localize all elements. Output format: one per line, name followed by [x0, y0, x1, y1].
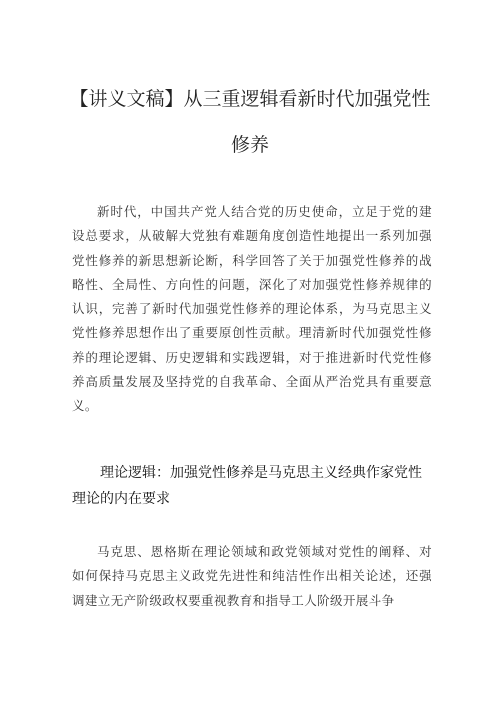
document-title-line2: 修养 — [230, 134, 269, 156]
document-title-line1: 【讲义文稿】从三重逻辑看新时代加强党性 — [69, 88, 431, 110]
section-heading: 理论逻辑：加强党性修养是马克思主义经典作家党性理论的内在要求 — [72, 465, 422, 507]
body-paragraph: 马克思、恩格斯在理论领域和政党领域对党性的阐释、对如何保持马克思主义政党先进性和纯洁性作出相关论述，还强调建立无产阶级政权要重视教育和指导工人阶级开展斗争 — [72, 544, 432, 608]
intro-paragraph: 新时代，中国共产党人结合党的历史使命，立足于党的建设总要求，从破解大党独有难题角度创造性地提出一系列加强党性修养的新思想新论断，科学回答了关于加强党性修养的战略性、全局性、方向性的问题，深化了对加强党性修养规律的认识，完善了新时代加强党性修养的理论体系，为马克思主义党性修养思想作出了重要原创性贡献。理清新时代加强党性修养的理论逻辑、历史逻辑和实践逻辑，对于推进新时代党性修养高质量发展及坚持党的自我革命、全面从严治党具有重要意义。 — [72, 204, 432, 414]
